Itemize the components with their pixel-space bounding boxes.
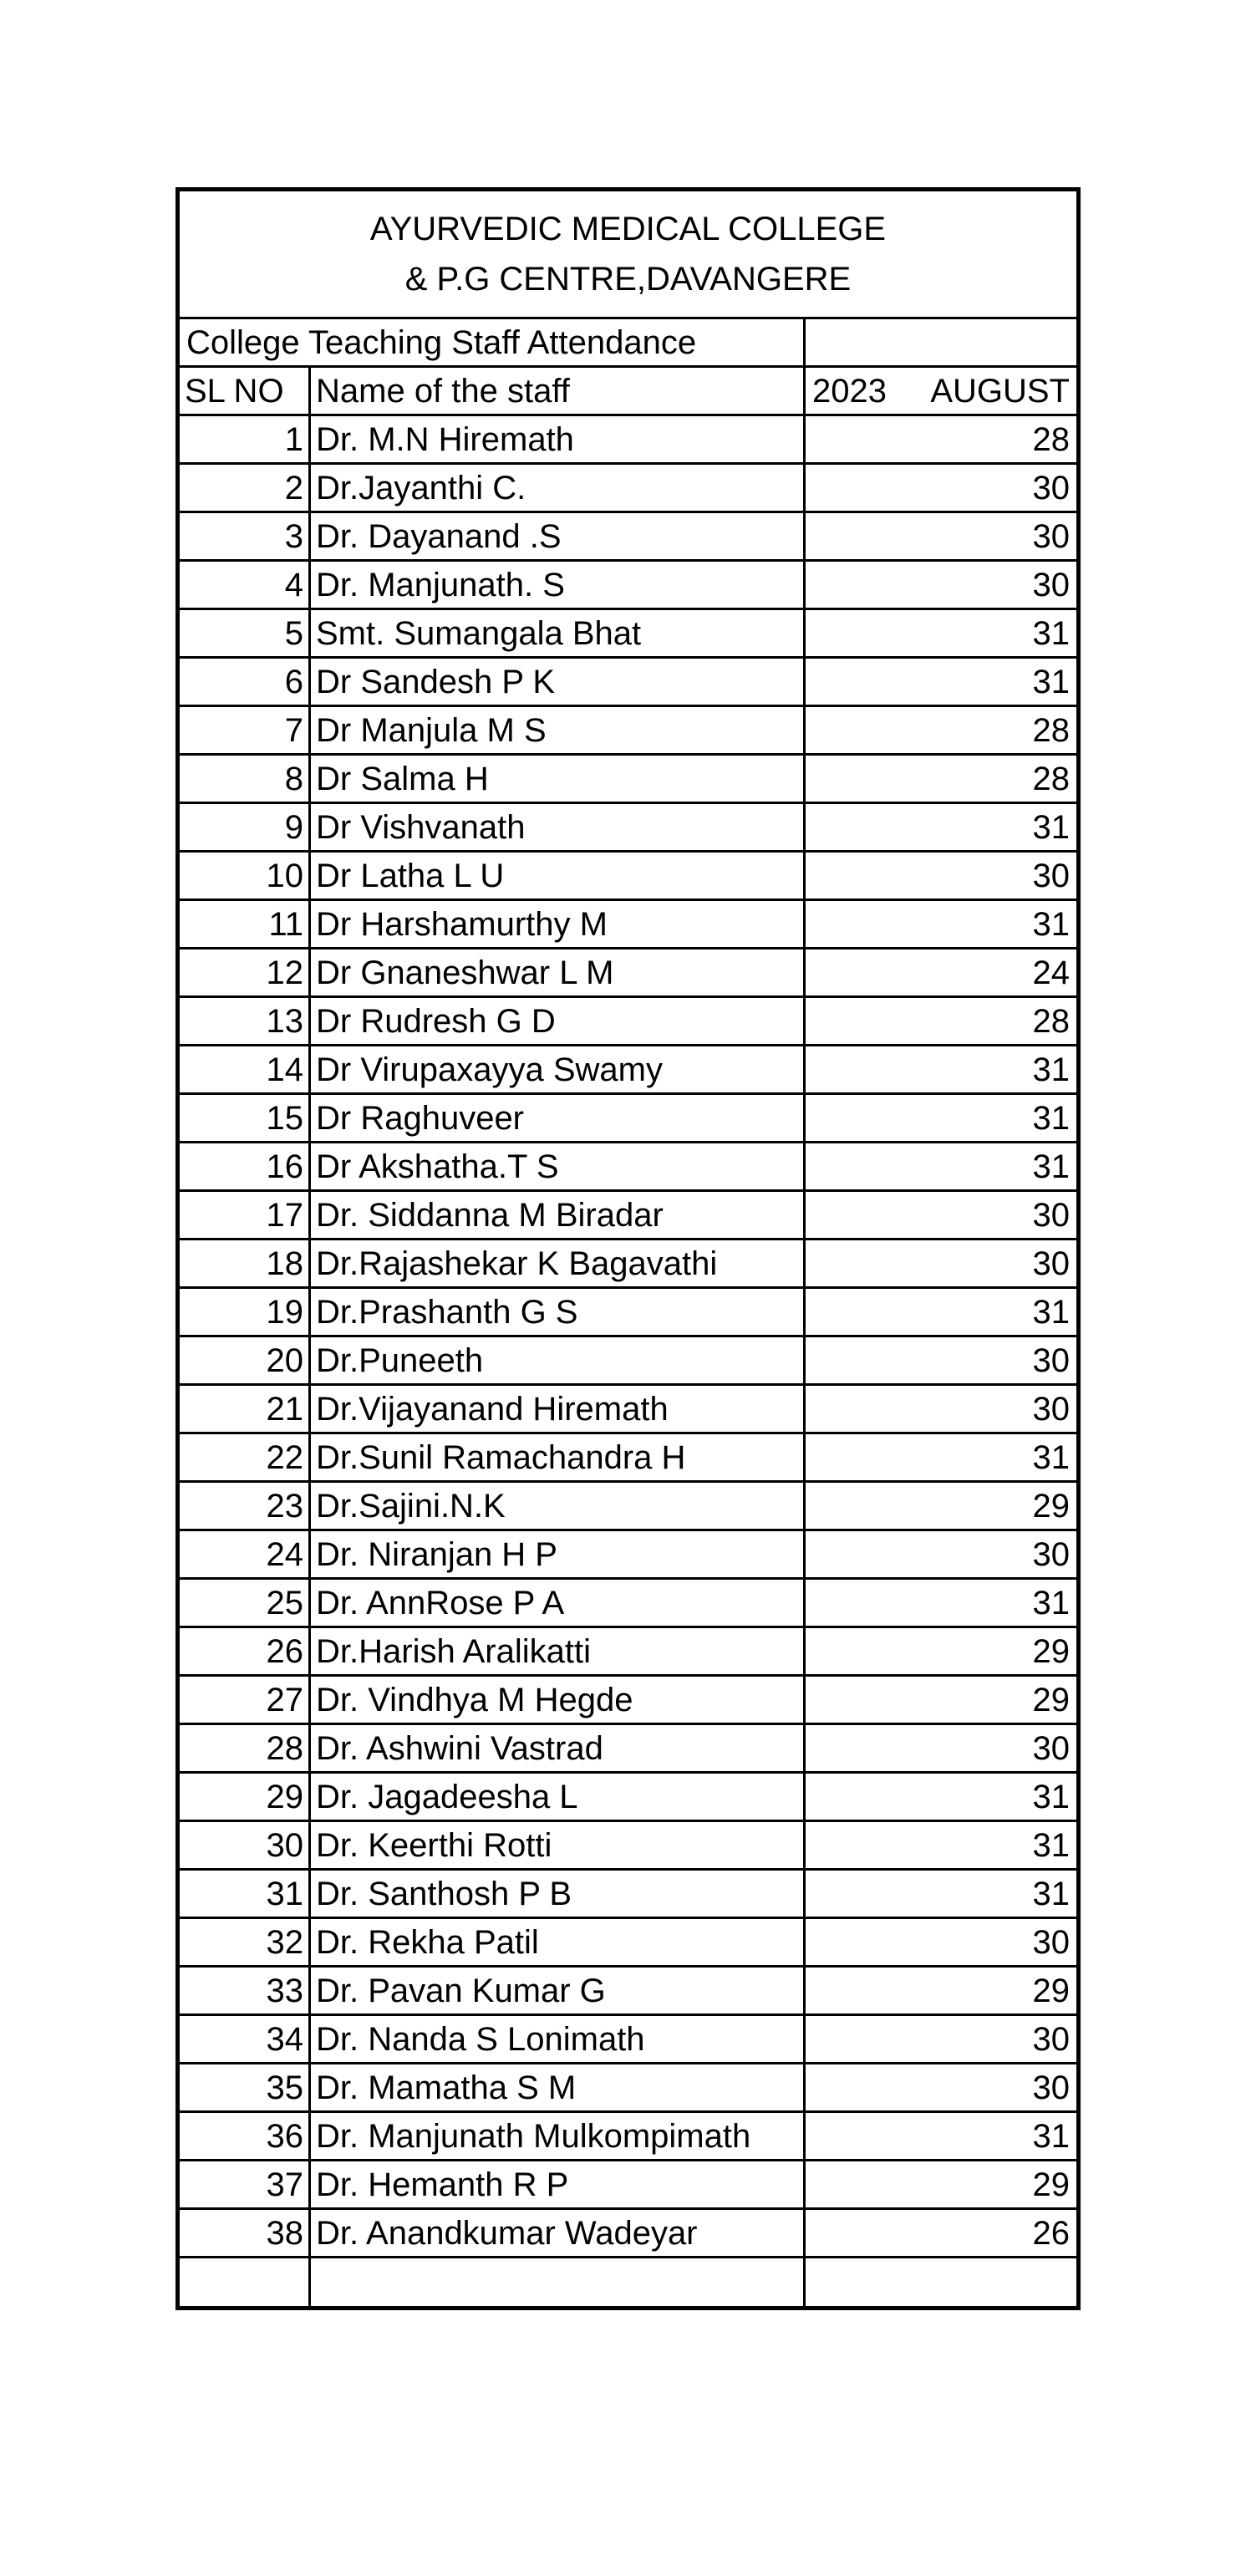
attendance-days-cell: 26: [805, 2209, 1078, 2258]
staff-name-cell: Dr Harshamurthy M: [310, 900, 805, 949]
title-row: [179, 191, 1078, 318]
sl-no-cell: 30: [179, 1821, 310, 1870]
staff-name-cell: Dr Vishvanath: [310, 803, 805, 852]
staff-name-cell: Dr.Sajini.N.K: [310, 1482, 805, 1530]
staff-name-cell: Dr Raghuveer: [310, 1094, 805, 1143]
staff-name-cell: Dr. AnnRose P A: [310, 1579, 805, 1627]
sl-no-cell: 32: [179, 1918, 310, 1967]
table-row: [179, 1870, 1078, 1918]
staff-name-cell: Dr. M.N Hiremath: [310, 415, 805, 464]
attendance-days-cell: 30: [805, 1240, 1078, 1288]
staff-name-cell: Dr Sandesh P K: [310, 658, 805, 706]
table-row: [179, 1094, 1078, 1143]
staff-name-cell: Dr.Puneeth: [310, 1336, 805, 1385]
table-row: [179, 1385, 1078, 1433]
college-location: & P.G CENTRE,DAVANGERE: [404, 261, 852, 298]
blank-row: [179, 2258, 1078, 2308]
attendance-days-cell: 31: [805, 1821, 1078, 1870]
table-row: [179, 2209, 1078, 2258]
staff-name-cell: Dr. Siddanna M Biradar: [310, 1191, 805, 1240]
table-row: [179, 1676, 1078, 1724]
staff-name-cell: Dr.Jayanthi C.: [310, 464, 805, 512]
table-row: [179, 1482, 1078, 1530]
staff-name-cell: Dr Latha L U: [310, 852, 805, 900]
sl-no-cell: 26: [179, 1627, 310, 1676]
table-row: [179, 803, 1078, 852]
attendance-days-cell: 31: [805, 1143, 1078, 1191]
subtitle-row: [179, 318, 1078, 367]
attendance-days-cell: 28: [805, 706, 1078, 755]
attendance-days-cell: 30: [805, 852, 1078, 900]
attendance-days-cell: 30: [805, 561, 1078, 609]
sl-no-cell: 2: [179, 464, 310, 512]
sl-no-cell: 24: [179, 1530, 310, 1579]
table-row: [179, 2112, 1078, 2161]
attendance-days-cell: 28: [805, 415, 1078, 464]
staff-name-cell: Dr. Manjunath Mulkompimath: [310, 2112, 805, 2161]
staff-name-cell: Dr. Niranjan H P: [310, 1530, 805, 1579]
staff-name-cell: Dr. Anandkumar Wadeyar: [310, 2209, 805, 2258]
attendance-days-cell: 31: [805, 803, 1078, 852]
attendance-days-cell: 29: [805, 2161, 1078, 2209]
attendance-table-body: [179, 191, 1078, 2308]
table-row: [179, 949, 1078, 997]
name-header: Name of the staff: [310, 367, 805, 415]
sl-no-cell: 8: [179, 755, 310, 803]
sl-no-cell: 3: [179, 512, 310, 561]
sl-no-cell: 23: [179, 1482, 310, 1530]
staff-name-cell: Dr Virupaxayya Swamy: [310, 1046, 805, 1094]
attendance-days-cell: 29: [805, 1676, 1078, 1724]
attendance-days-cell: 31: [805, 1870, 1078, 1918]
table-row: [179, 658, 1078, 706]
sl-no-cell: 5: [179, 609, 310, 658]
attendance-days-cell: 31: [805, 658, 1078, 706]
sl-no-cell: 36: [179, 2112, 310, 2161]
sl-no-cell: 38: [179, 2209, 310, 2258]
sl-no-cell: 35: [179, 2064, 310, 2112]
attendance-days-cell: 30: [805, 512, 1078, 561]
sl-no-cell: 19: [179, 1288, 310, 1336]
subtitle-blank-cell: [805, 318, 1078, 367]
staff-name-cell: Dr. Keerthi Rotti: [310, 1821, 805, 1870]
attendance-days-cell: 31: [805, 1094, 1078, 1143]
blank-cell: [805, 2258, 1078, 2308]
blank-cell: [179, 2258, 310, 2308]
attendance-days-cell: 30: [805, 2064, 1078, 2112]
attendance-days-cell: 31: [805, 2112, 1078, 2161]
staff-name-cell: Dr. Hemanth R P: [310, 2161, 805, 2209]
attendance-days-cell: 31: [805, 1046, 1078, 1094]
attendance-days-cell: 31: [805, 1773, 1078, 1821]
table-row: [179, 1821, 1078, 1870]
table-row: [179, 1143, 1078, 1191]
attendance-days-cell: 30: [805, 1530, 1078, 1579]
table-row: [179, 755, 1078, 803]
staff-name-cell: Dr.Sunil Ramachandra H: [310, 1433, 805, 1482]
table-row: [179, 1918, 1078, 1967]
attendance-days-cell: 30: [805, 464, 1078, 512]
sl-no-cell: 29: [179, 1773, 310, 1821]
sl-no-cell: 20: [179, 1336, 310, 1385]
report-subtitle: College Teaching Staff Attendance: [179, 318, 805, 367]
table-row: [179, 1627, 1078, 1676]
attendance-days-cell: 31: [805, 1579, 1078, 1627]
attendance-days-cell: 31: [805, 1288, 1078, 1336]
staff-name-cell: Dr Rudresh G D: [310, 997, 805, 1046]
staff-name-cell: Dr. Santhosh P B: [310, 1870, 805, 1918]
attendance-days-cell: 30: [805, 1191, 1078, 1240]
sl-no-cell: 12: [179, 949, 310, 997]
table-row: [179, 997, 1078, 1046]
sl-no-cell: 31: [179, 1870, 310, 1918]
sl-no-cell: 37: [179, 2161, 310, 2209]
table-row: [179, 1773, 1078, 1821]
sl-no-cell: 14: [179, 1046, 310, 1094]
table-row: [179, 1336, 1078, 1385]
staff-name-cell: Dr. Dayanand .S: [310, 512, 805, 561]
sl-no-cell: 4: [179, 561, 310, 609]
staff-name-cell: Dr. Vindhya M Hegde: [310, 1676, 805, 1724]
staff-name-cell: Dr. Pavan Kumar G: [310, 1967, 805, 2015]
staff-name-cell: Dr. Rekha Patil: [310, 1918, 805, 1967]
table-row: [179, 1433, 1078, 1482]
staff-name-cell: Dr.Prashanth G S: [310, 1288, 805, 1336]
table-row: [179, 1530, 1078, 1579]
attendance-days-cell: 30: [805, 1385, 1078, 1433]
table-row: [179, 512, 1078, 561]
blank-cell: [310, 2258, 805, 2308]
year-header: 2023: [812, 372, 887, 410]
table-row: [179, 464, 1078, 512]
sl-no-cell: 15: [179, 1094, 310, 1143]
staff-name-cell: Dr. Nanda S Lonimath: [310, 2015, 805, 2064]
attendance-days-cell: 29: [805, 1482, 1078, 1530]
attendance-days-cell: 29: [805, 1967, 1078, 2015]
attendance-days-cell: 28: [805, 997, 1078, 1046]
table-row: [179, 1288, 1078, 1336]
table-row: [179, 1724, 1078, 1773]
college-name: AYURVEDIC MEDICAL COLLEGE: [369, 211, 887, 247]
table-row: [179, 415, 1078, 464]
sl-no-cell: 25: [179, 1579, 310, 1627]
attendance-days-cell: 31: [805, 609, 1078, 658]
table-row: [179, 852, 1078, 900]
table-row: [179, 900, 1078, 949]
sl-no-cell: 22: [179, 1433, 310, 1482]
staff-name-cell: Dr. Manjunath. S: [310, 561, 805, 609]
period-header: [805, 367, 1078, 415]
staff-name-cell: Dr Akshatha.T S: [310, 1143, 805, 1191]
staff-name-cell: Dr.Rajashekar K Bagavathi: [310, 1240, 805, 1288]
staff-name-cell: Dr.Vijayanand Hiremath: [310, 1385, 805, 1433]
month-header: AUGUST: [930, 372, 1070, 410]
sl-no-cell: 7: [179, 706, 310, 755]
column-header-row: [179, 367, 1078, 415]
sl-no-cell: 33: [179, 1967, 310, 2015]
table-row: [179, 2015, 1078, 2064]
staff-name-cell: Dr Manjula M S: [310, 706, 805, 755]
staff-name-cell: Dr Salma H: [310, 755, 805, 803]
sl-no-cell: 21: [179, 1385, 310, 1433]
table-row: [179, 1240, 1078, 1288]
title-cell: [179, 191, 1078, 318]
table-row: [179, 2064, 1078, 2112]
sl-no-cell: 28: [179, 1724, 310, 1773]
sl-no-cell: 27: [179, 1676, 310, 1724]
staff-name-cell: Dr. Jagadeesha L: [310, 1773, 805, 1821]
attendance-days-cell: 30: [805, 1724, 1078, 1773]
attendance-days-cell: 31: [805, 1433, 1078, 1482]
sl-no-cell: 34: [179, 2015, 310, 2064]
table-row: [179, 2161, 1078, 2209]
sl-no-header: SL NO: [179, 367, 310, 415]
sl-no-cell: 10: [179, 852, 310, 900]
table-row: [179, 1579, 1078, 1627]
attendance-days-cell: 30: [805, 2015, 1078, 2064]
table-row: [179, 561, 1078, 609]
staff-name-cell: Dr. Mamatha S M: [310, 2064, 805, 2112]
attendance-days-cell: 31: [805, 900, 1078, 949]
table-row: [179, 1046, 1078, 1094]
attendance-days-cell: 29: [805, 1627, 1078, 1676]
sl-no-cell: 16: [179, 1143, 310, 1191]
table-row: [179, 706, 1078, 755]
sl-no-cell: 6: [179, 658, 310, 706]
attendance-days-cell: 30: [805, 1336, 1078, 1385]
sl-no-cell: 18: [179, 1240, 310, 1288]
sl-no-cell: 11: [179, 900, 310, 949]
attendance-days-cell: 28: [805, 755, 1078, 803]
staff-name-cell: Dr Gnaneshwar L M: [310, 949, 805, 997]
sl-no-cell: 1: [179, 415, 310, 464]
sl-no-cell: 17: [179, 1191, 310, 1240]
table-row: [179, 1191, 1078, 1240]
sl-no-cell: 13: [179, 997, 310, 1046]
sl-no-cell: 9: [179, 803, 310, 852]
table-row: [179, 1967, 1078, 2015]
staff-name-cell: Smt. Sumangala Bhat: [310, 609, 805, 658]
staff-name-cell: Dr.Harish Aralikatti: [310, 1627, 805, 1676]
staff-name-cell: Dr. Ashwini Vastrad: [310, 1724, 805, 1773]
attendance-table: [177, 189, 1079, 2309]
attendance-days-cell: 30: [805, 1918, 1078, 1967]
table-row: [179, 609, 1078, 658]
attendance-days-cell: 24: [805, 949, 1078, 997]
